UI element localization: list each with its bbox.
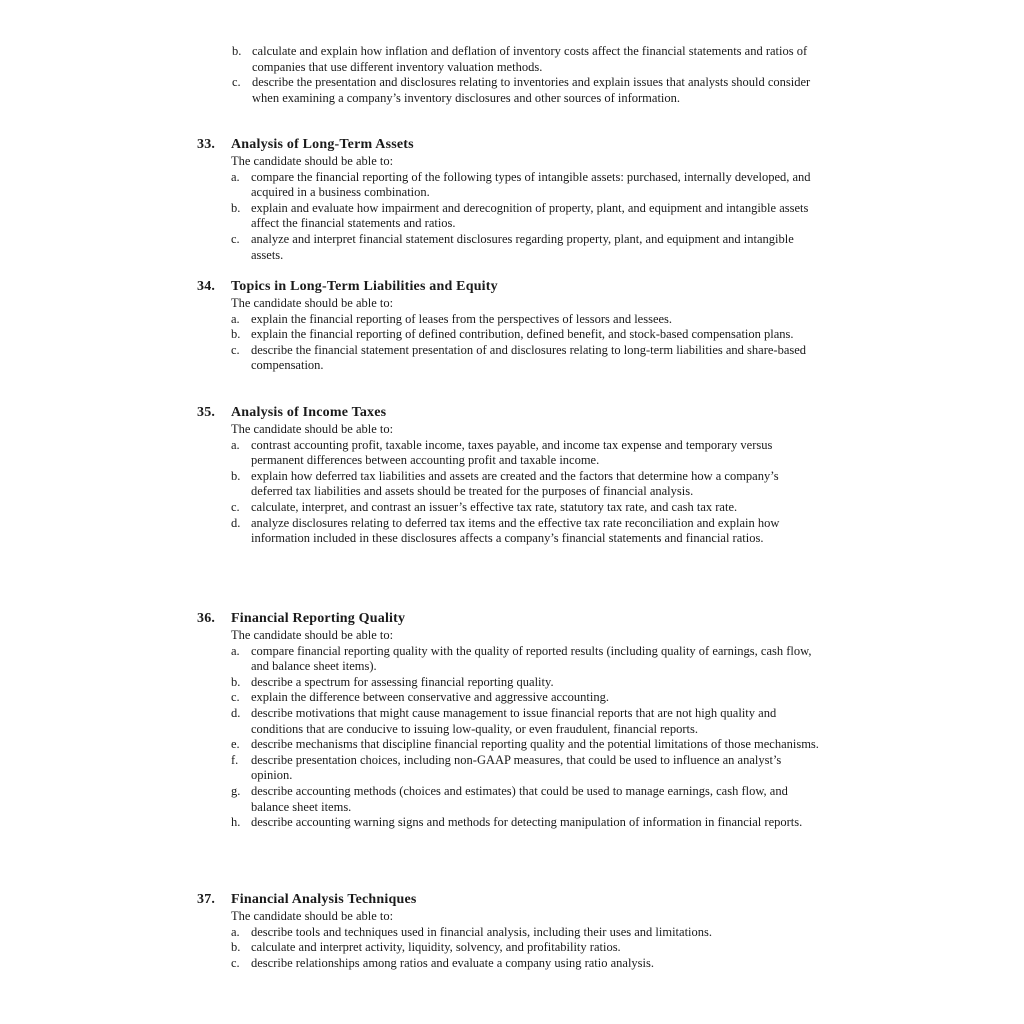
item-text: describe relationships among ratios and evaluate a company using ratio analysis. [251,955,655,970]
item-text: analyze and interpret financial statement disclosures regarding property, plant, and equipment and intangible assets. [251,231,794,262]
section-33 [197,136,822,263]
list-item [231,815,822,831]
item-text: explain and evaluate how impairment and derecognition of property, plant, and equipment and intangible assets affect the financial statements and ratios. [251,200,809,231]
section-intro: The candidate should be able to: [231,422,394,436]
objective-list [197,312,822,374]
list-item [231,343,822,374]
item-text: analyze disclosures relating to deferred tax items and the effective tax rate reconciliation and explain how information included in these disclosures affects a company’s financial statements and financial ratios. [251,515,780,546]
section-37 [197,891,822,971]
item-label: a. [231,311,240,326]
item-text: describe accounting methods (choices and estimates) that could be used to manage earnings, cash flow, and balance sheet items. [251,783,788,814]
list-item [231,644,822,675]
list-item [231,312,822,328]
item-text: explain the financial reporting of leases from the perspectives of lessors and lessees. [251,311,673,326]
objective-list [197,170,822,264]
list-item [231,438,822,469]
item-label: g. [231,783,241,798]
item-label: f. [231,752,239,767]
list-item [231,201,822,232]
list-item [231,675,822,691]
continued-list [232,44,822,106]
item-label: b. [231,674,241,689]
list-item [231,706,822,737]
section-35 [197,404,822,547]
item-label: h. [231,815,241,830]
section-title: Analysis of Income Taxes [231,405,387,420]
item-text: calculate and interpret activity, liquidity, solvency, and profitability ratios. [251,940,621,955]
objective-list [197,438,822,547]
item-label: a. [231,924,240,939]
item-text: calculate, interpret, and contrast an issuer’s effective tax rate, statutory tax rate, and cash tax rate. [251,499,738,514]
section-number: 34. [197,279,216,294]
list-item [231,500,822,516]
item-text: describe the financial statement presentation of and disclosures relating to long-term liabilities and share-based compensation. [251,342,807,373]
item-text: describe a spectrum for assessing financial reporting quality. [251,674,554,689]
item-label: a. [231,643,240,658]
item-text: describe presentation choices, including non-GAAP measures, that could be used to influence an analyst’s opinion. [251,752,782,783]
section-heading [197,136,822,154]
section-heading [197,610,822,628]
section-title: Analysis of Long-Term Assets [231,137,414,152]
section-intro: The candidate should be able to: [231,296,394,310]
list-item [231,956,822,972]
item-text: explain how deferred tax liabilities and assets are created and the factors that determine how a company’s deferred tax liabilities and assets should be treated for the purposes of financial analysis. [251,468,779,499]
item-label: b. [231,940,241,955]
item-text: describe motivations that might cause management to issue financial reports that are not high quality and conditions that are conducive to issuing low-quality, or even fraudulent, financial reports. [251,705,777,736]
section-number: 33. [197,137,216,152]
list-item [231,753,822,784]
item-text: describe accounting warning signs and methods for detecting manipulation of information in financial reports. [251,815,803,830]
item-text: explain the financial reporting of defined contribution, defined benefit, and stock-based compensation plans. [251,327,794,342]
section-intro: The candidate should be able to: [231,154,394,168]
section-number: 35. [197,405,216,420]
item-text: explain the difference between conservative and aggressive accounting. [251,690,609,705]
item-text: describe tools and techniques used in financial analysis, including their uses and limitations. [251,924,713,939]
item-label: b. [231,327,241,342]
item-text: describe the presentation and disclosures relating to inventories and explain issues that analysts should consider when examining a company’s inventory disclosures and other sources of information. [252,75,811,105]
objective-list [197,925,822,972]
section-title: Financial Analysis Techniques [231,892,417,907]
item-label: d. [231,705,241,720]
list-item [231,940,822,956]
section-heading [197,891,822,909]
item-label: d. [231,515,241,530]
item-text: compare the financial reporting of the following types of intangible assets: purchased, internally developed, and acquired in a business combination. [251,169,811,200]
item-label: c. [231,499,240,514]
item-text: contrast accounting profit, taxable income, taxes payable, and income tax expense and temporary versus permanent differences between accounting profit and taxable income. [251,437,773,468]
list-item [231,469,822,500]
item-text: compare financial reporting quality with the quality of reported results (including quality of earnings, cash flow, and balance sheet items). [251,643,812,674]
section-intro: The candidate should be able to: [231,909,394,923]
item-label: c. [231,690,240,705]
section-heading [197,278,822,296]
item-label: b. [231,468,241,483]
item-text: describe mechanisms that discipline financial reporting quality and the potential limitations of those mechanisms. [251,737,819,752]
item-label: b. [232,44,242,58]
list-item [231,516,822,547]
section-34 [197,278,822,374]
item-label: c. [231,342,240,357]
section-title: Financial Reporting Quality [231,611,406,626]
list-item [231,784,822,815]
item-text: calculate and explain how inflation and deflation of inventory costs affect the financial statements and ratios of companies that use different inventory valuation methods. [252,44,808,74]
list-item [231,170,822,201]
item-label: b. [231,200,241,215]
item-label: c. [231,231,240,246]
section-intro: The candidate should be able to: [231,628,394,642]
item-label: e. [231,737,240,752]
item-label: c. [232,75,241,90]
list-item [232,44,822,75]
section-36 [197,610,822,831]
section-title: Topics in Long-Term Liabilities and Equity [231,279,498,294]
list-item [231,232,822,263]
section-number: 37. [197,892,216,907]
objective-list [197,644,822,831]
list-item [231,690,822,706]
item-label: a. [231,169,240,184]
section-heading [197,404,822,422]
list-item [231,737,822,753]
section-number: 36. [197,611,216,626]
list-item [232,75,822,106]
list-item [231,327,822,343]
item-label: c. [231,955,240,970]
list-item [231,925,822,941]
item-label: a. [231,437,240,452]
